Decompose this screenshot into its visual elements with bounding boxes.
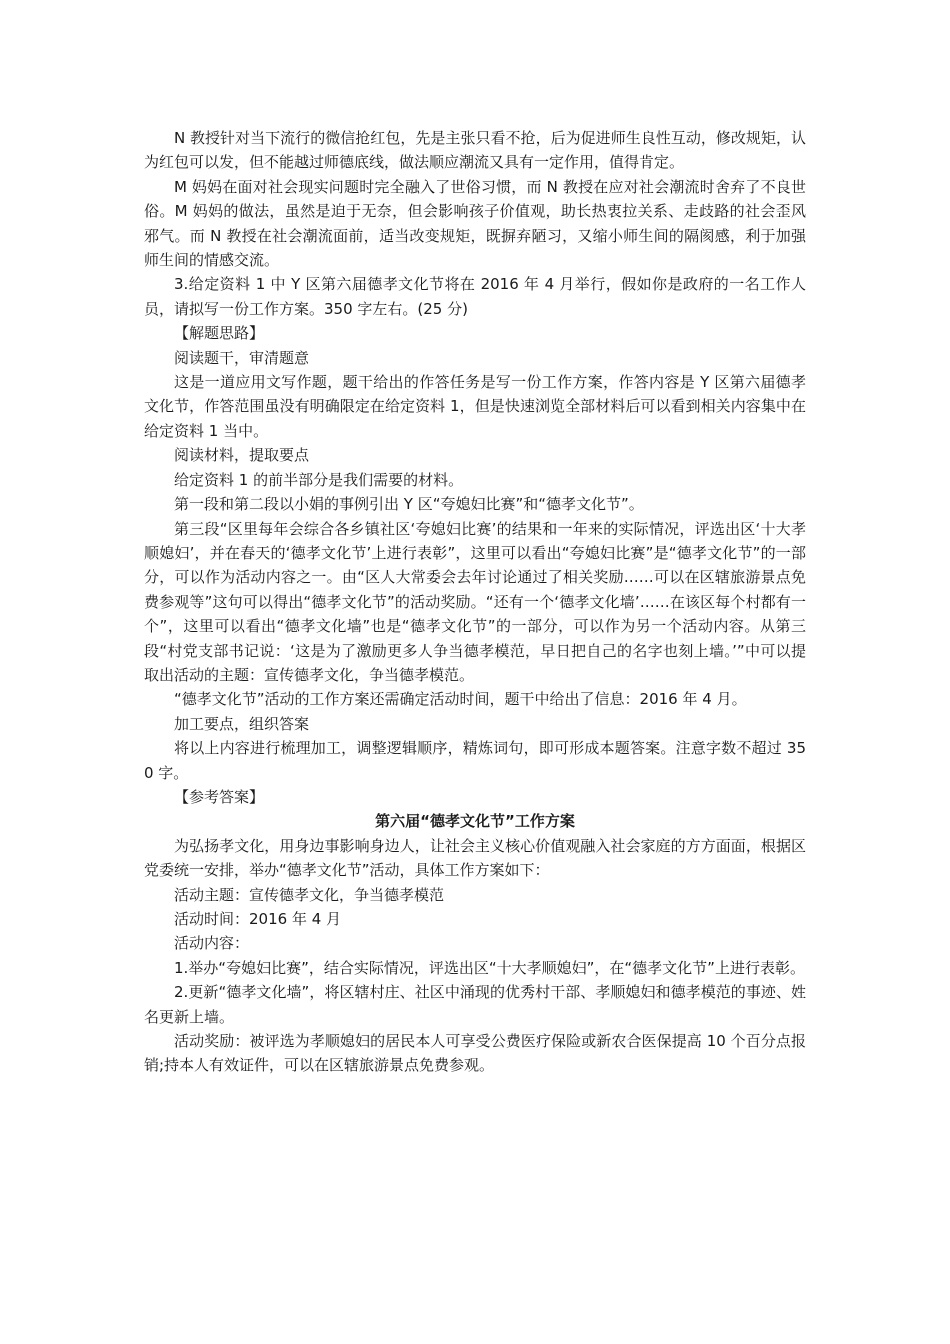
answer-rewards: 活动奖励：被评选为孝顺媳妇的居民本人可享受公费医疗保险或新农合医保提高 10 个百分点报销;持本人有效证件，可以在区辖旅游景点免费参观。 [144, 1032, 806, 1075]
answer-content-item-1: 1.举办“夸媳妇比赛”，结合实际情况，评选出区“十大孝顺媳妇”，在“德孝文化节”上进行表彰。 [174, 958, 805, 977]
question-3: 3.给定资料 1 中 Y 区第六届德孝文化节将在 2016 年 4 月举行，假如你是政府的一名工作人员，请拟写一份工作方案。350 字左右。(25 分) [144, 275, 806, 318]
answer-content-heading: 活动内容： [174, 934, 250, 953]
paragraph-material-scope: 给定资料 1 的前半部分是我们需要的材料。 [174, 470, 464, 489]
paragraph-first-second: 第一段和第二段以小娟的事例引出 Y 区“夸媳妇比赛”和“德孝文化节”。 [174, 495, 644, 514]
paragraph-comparison: M 妈妈在面对社会现实问题时完全融入了世俗习惯，而 N 教授在应对社会潮流时舍弃了不良世俗。M 妈妈的做法，虽然是迫于无奈，但会影响孩子价值观，助长热衷拉关系、走歧路的社会歪风邪气。而 N 教授在社会潮流面前，适当改变规矩，既摒弃陋习，又缩小师生间的隔阂感，利于加强师生间的情感交流。 [144, 177, 806, 270]
answer-theme: 活动主题：宣传德孝文化，争当德孝模范 [174, 885, 445, 904]
paragraph-organize: 将以上内容进行梳理加工，调整逻辑顺序，精炼词句，即可形成本题答案。注意字数不超过 350 字。 [144, 739, 806, 782]
step-heading-read-question: 阅读题干，审清题意 [174, 348, 310, 367]
paragraph-n-professor: N 教授针对当下流行的微信抢红包，先是主张只看不抢，后为促进师生良性互动，修改规矩，认为红包可以发，但不能越过师德底线，做法顺应潮流又具有一定作用，值得肯定。 [144, 129, 806, 172]
section-heading-answer: 【参考答案】 [174, 787, 265, 806]
paragraph-third: 第三段“区里每年会综合各乡镇社区‘夸媳妇比赛’的结果和一年来的实际情况，评选出区‘十大孝顺媳妇’，并在春天的‘德孝文化节’上进行表彰”，这里可以看出“夸媳妇比赛”是“德孝文化节”的一部分，可以作为活动内容之一。由“区人大常委会去年讨论通过了相关奖励……可以在区辖旅游景点免费参观等”这句可以得出“德孝文化节”的活动奖励。“还有一个‘德孝文化墙’……在该区每个村都有一个”，这里可以看出“德孝文化墙”也是“德孝文化节”的一部分，可以作为另一个活动内容。从第三段“村党支部书记说：‘这是为了激励更多人争当德孝模范，早日把自己的名字也刻上墙。’”中可以提取出活动的主题：宣传德孝文化，争当德孝模范。 [144, 519, 806, 684]
document-body [144, 126, 806, 1078]
paragraph-time: “德孝文化节”活动的工作方案还需确定活动时间，题干中给出了信息：2016 年 4 月。 [174, 690, 747, 709]
answer-time: 活动时间：2016 年 4 月 [174, 910, 342, 928]
step-heading-read-material: 阅读材料，提取要点 [174, 446, 310, 465]
answer-intro: 为弘扬孝文化，用身边事影响身边人，让社会主义核心价值观融入社会家庭的方方面面，根据区党委统一安排，举办“德孝文化节”活动，具体工作方案如下： [144, 836, 806, 880]
step-heading-organize: 加工要点，组织答案 [174, 714, 310, 733]
paragraph-question-analysis: 这是一道应用文写作题，题干给出的作答任务是写一份工作方案，作答内容是 Y 区第六届德孝文化节，作答范围虽没有明确限定在给定资料 1，但是快速浏览全部材料后可以看到相关内容集中在给定资料 1 当中。 [144, 373, 806, 440]
answer-content-item-2: 2.更新“德孝文化墙”，将区辖村庄、社区中涌现的优秀村干部、孝顺媳妇和德孝模范的事迹、姓名更新上墙。 [144, 983, 806, 1026]
answer-title: 第六届“德孝文化节”工作方案 [375, 812, 575, 831]
section-heading-approach: 【解题思路】 [174, 324, 265, 343]
